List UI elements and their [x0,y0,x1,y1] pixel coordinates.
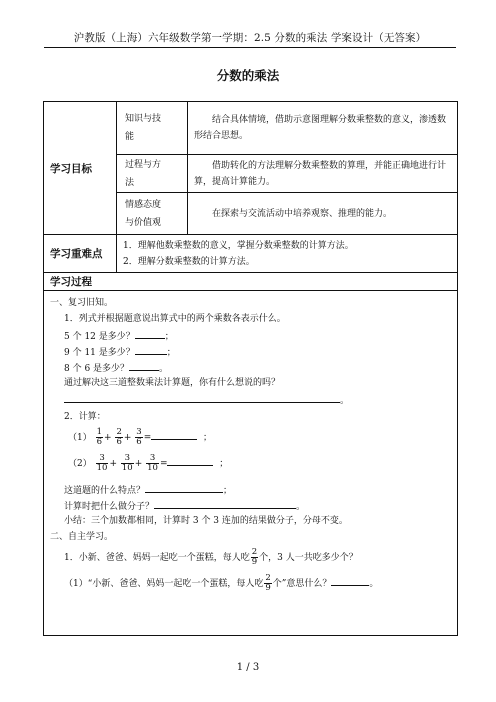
question-1d: 通过解决这三道整数乘法计算题，你有什么想说的吗？ [64,378,281,388]
fraction: $\frac{3}{6}$ [136,427,142,447]
problem-1-1: （1）“小新、爸爸、妈妈一起吃一个蛋糕，每人吃 $\frac{2}{9}$ 个”意思什么？ 。 [64,573,379,593]
answer-blank[interactable] [135,327,165,339]
keypoints-label: 学习重难点 [44,235,117,273]
answer-blank[interactable] [64,391,340,403]
fraction: $\frac{2}{6}$ [116,427,122,447]
answer-blank[interactable] [167,454,213,466]
fraction: $\frac{3}{10}$ [96,453,108,473]
answer-blank[interactable] [151,428,197,440]
calc-2: （2） $\frac{3}{10}$ + $\frac{3}{10}$ + $\frac{3}{10}$ = ； [68,453,229,473]
question-1a: 5 个 12 是多少？ ； [44,327,457,343]
answer-blank[interactable] [135,343,167,355]
section-self-study: 二、自主学习。 [50,532,114,542]
summary: 小结：三个加数都相同，计算时 3 个 3 连加的结果做分子，分母不变。 [64,516,348,526]
goal-sub-knowledge: 知识与技 能 [117,102,188,155]
calc-1: （1） $\frac{1}{6}$ + $\frac{2}{6}$ + $\frac{3}{6}$ = ； [68,427,213,447]
fraction: $\frac{1}{6}$ [96,427,103,447]
process-content [44,291,458,636]
goal-sub-attitude: 情感态度 与价值观 [117,193,188,235]
keypoint-1: 1．理解他数乘整数的意义，掌握分数乘整数的计算方法。 [123,240,354,251]
question-1b: 9 个 11 是多少？ ； [44,343,457,359]
question-1c: 8 个 6 是多少？ 。 [44,359,457,375]
fraction: $\frac{3}{10}$ [147,453,158,473]
page-header: 沪教版（上海）六年级数学第一学期：2.5 分数的乘法 学案设计（无答案） [73,32,427,44]
keypoint-2: 2．理解分数乘整数的计算方法。 [123,256,255,267]
page-title: 分数的乘法 [216,68,280,83]
goal-text-knowledge: 结合具体情境，借助示意图理解分数乘整数的意义，渗透数形结合思想。 [188,102,458,155]
fraction: $\frac{2}{9}$ [251,547,258,567]
fraction: $\frac{2}{9}$ [265,573,271,593]
header-rule [44,47,456,48]
question-1: 1．列式并根据题意说出算式中的两个乘数各表示什么。 [64,314,286,324]
question-3: 这道题的什么特点？ ； [44,481,457,497]
page-number: 1 / 3 [236,662,260,673]
keypoints-row [44,235,458,273]
problem-1: 1．小新、爸爸、妈妈一起吃一个蛋糕，每人吃 $\frac{2}{9}$ 个，3 人一共吃多少个？ [64,547,358,567]
goal-text-attitude: 在探索与交流活动中培养观察、推理的能力。 [188,193,458,235]
lesson-table [43,101,458,636]
goals-label: 学习目标 [44,102,117,235]
process-row [44,291,458,636]
answer-blank[interactable] [129,359,159,371]
question-2: 2．计算： [64,412,106,422]
answer-blank[interactable] [145,481,223,493]
process-header-row [44,273,458,291]
section-review: 一、复习旧知。 [50,298,114,308]
process-label: 学习过程 [44,273,458,291]
answer-blank[interactable] [331,574,369,586]
answer-blank[interactable] [154,497,296,509]
question-4: 计算时把什么做分子？ 。 [44,497,457,513]
fraction: $\frac{3}{10}$ [121,453,133,473]
goal-text-process: 借助转化的方法理解分数乘整数的算理，并能正确地进行计算，提高计算能力。 [188,155,458,193]
goal-sub-process: 过程与方 法 [117,155,188,193]
question-1d-answer: 。 [44,391,457,409]
keypoints-text [117,235,458,273]
goal-row-knowledge [44,102,458,155]
